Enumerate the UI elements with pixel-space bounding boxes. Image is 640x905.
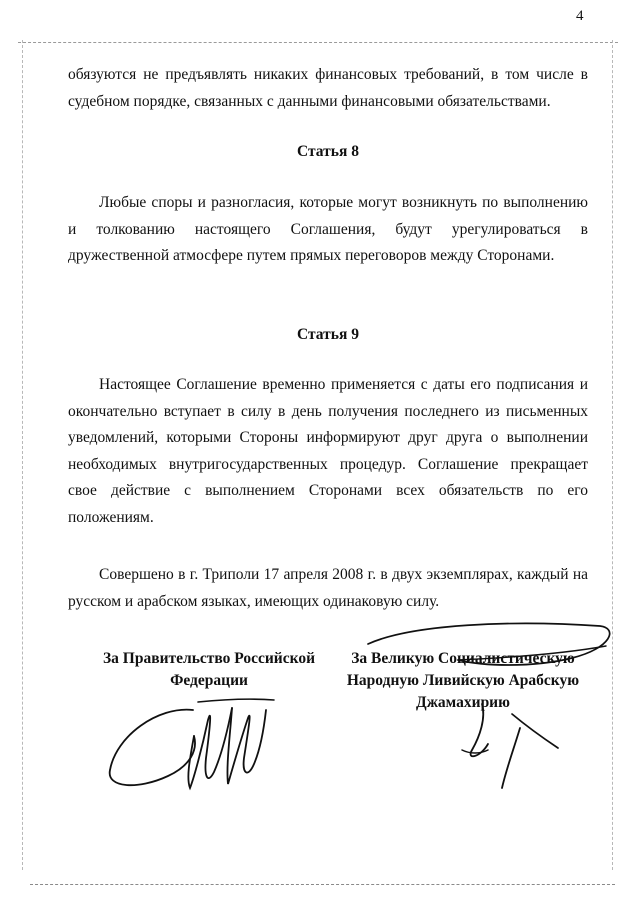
signatory-libya-line3: Джамахирию [416, 694, 510, 711]
execution-clause-text: Совершено в г. Триполи 17 апреля 2008 г. в двух экземплярах, каждый на русском и арабском языках, имеющих одинаковую силу. [68, 566, 588, 610]
scan-border-top [18, 42, 618, 43]
signatory-russia-line1: За Правительство Российской [102, 650, 316, 667]
signatory-russia-label [76, 648, 342, 692]
page-number: 4 [576, 8, 584, 24]
continued-paragraph-text: обязуются не предъявлять никаких финансовых требований, в том числе в судебном порядке, связанных с данными финансовыми обязательствами. [68, 66, 588, 110]
article-9-heading: Статья 9 [297, 326, 359, 343]
scan-border-bottom [30, 884, 615, 885]
signatory-libya-line1: За Великую Социалистическую [351, 650, 575, 667]
article-9-text: Настоящее Соглашение временно применяется с даты его подписания и окончательно вступает в силу в день получения последнего из письменных уведомлений, которыми Стороны информируют друг друга о выполнении необходимых внутригосударственных процедур. Соглашение прекращает свое действие с выполнением Сторонами всех обязательств по его положениям. [68, 376, 588, 526]
execution-clause [68, 562, 588, 615]
article-8-text: Любые споры и разногласия, которые могут возникнуть по выполнению и толкованию настоящего Соглашения, будут урегулироваться в дружественной атмосфере путем прямых переговоров между Сторонами. [68, 194, 588, 264]
article-8-body [68, 190, 588, 270]
signature-russia [98, 688, 278, 798]
signature-libya [362, 618, 622, 796]
continued-paragraph [68, 62, 588, 115]
scan-border-left [22, 40, 23, 870]
signatory-russia-line2: Федерации [170, 672, 248, 689]
signatory-libya-line2: Народную Ливийскую Арабскую [346, 672, 580, 689]
article-8-heading: Статья 8 [297, 143, 359, 160]
article-9-body [68, 372, 588, 531]
